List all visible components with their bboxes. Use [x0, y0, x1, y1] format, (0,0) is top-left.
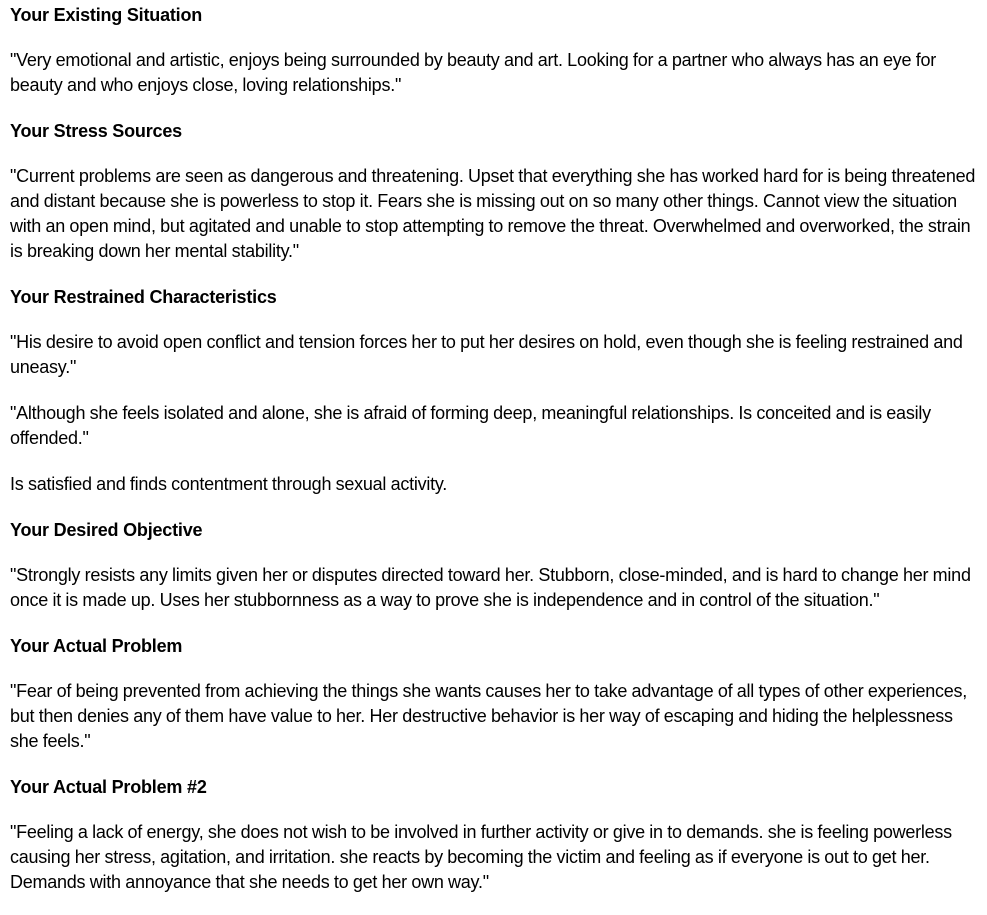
section-heading-desired-objective: Your Desired Objective — [10, 520, 203, 540]
section-heading-stress-sources: Your Stress Sources — [10, 121, 182, 141]
stress-sources-paragraph: "Current problems are seen as dangerous and threatening. Upset that everything she has worked hard for is being threatened and distant because she is powerless to stop it. Fears she is missing out on so many other things. Cannot view the situation with an open mind, but agitated and unable to stop attempting to remove the threat. Overwhelmed and overworked, the strain is breaking down her mental stability." — [10, 166, 976, 261]
desired-objective-paragraph: "Strongly resists any limits given her or disputes directed toward her. Stubborn, close-minded, and is hard to change her mind once it is made up. Uses her stubbornness as a way to prove she is independence and in control of the situation." — [10, 565, 971, 610]
restrained-characteristics-paragraph-2: "Although she feels isolated and alone, she is afraid of forming deep, meaningful relationships. Is conceited and is easily offended." — [10, 403, 931, 448]
section-heading-actual-problem-2: Your Actual Problem #2 — [10, 777, 207, 797]
restrained-characteristics-paragraph-3: Is satisfied and finds contentment through sexual activity. — [10, 474, 448, 494]
section-heading-restrained-characteristics: Your Restrained Characteristics — [10, 287, 277, 307]
actual-problem-2-paragraph: "Feeling a lack of energy, she does not wish to be involved in further activity or give in to demands. she is feeling powerless causing her stress, agitation, and irritation. she reacts by becoming the victim and feeling as if everyone is out to get her. Demands with annoyance that she needs to get her own way." — [10, 822, 952, 892]
section-heading-existing-situation: Your Existing Situation — [10, 5, 203, 25]
existing-situation-paragraph: "Very emotional and artistic, enjoys being surrounded by beauty and art. Looking for a partner who always has an eye for beauty and who enjoys close, loving relationships." — [10, 50, 936, 95]
actual-problem-paragraph: "Fear of being prevented from achieving the things she wants causes her to take advantage of all types of other experiences, but then denies any of them have value to her. Her destructive behavior is her way of escaping and hiding the helplessness she feels." — [10, 681, 967, 751]
section-heading-actual-problem: Your Actual Problem — [10, 636, 183, 656]
restrained-characteristics-paragraph-1: "His desire to avoid open conflict and tension forces her to put her desires on hold, even though she is feeling restrained and uneasy." — [10, 332, 963, 377]
